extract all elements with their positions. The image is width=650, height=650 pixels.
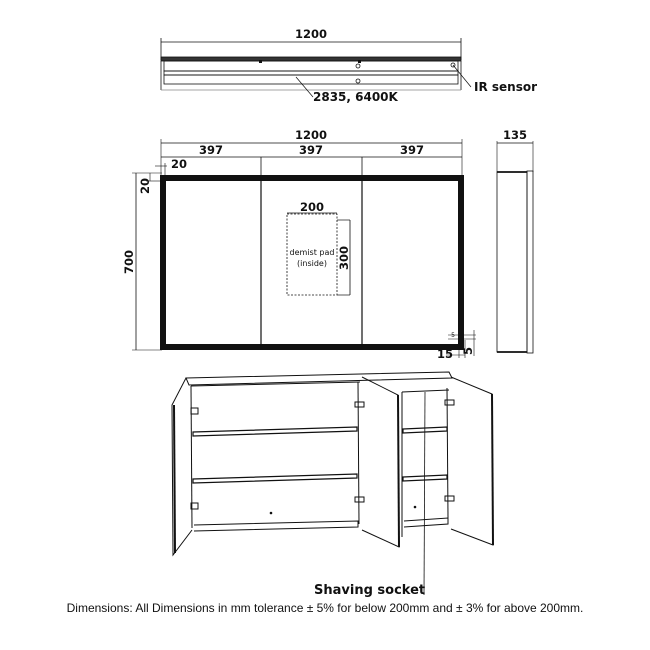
open-cabinet-view [172,372,493,595]
front-width-label: 1200 [294,128,328,142]
frame-top-label: 20 [138,177,152,195]
bottom-offset-label: 15 [437,347,454,361]
door-width-right: 397 [399,143,425,157]
door-width-center: 397 [298,143,324,157]
bottom-gap-label: 5 [461,346,475,356]
ir-sensor-label: IR sensor [474,80,538,94]
height-label: 700 [122,249,136,275]
top-view [161,38,471,97]
depth-label: 135 [502,128,528,142]
tolerance-note: Dimensions: All Dimensions in mm tolerance ± 5% for below 200mm and ± 3% for above 200mm. [66,601,584,615]
shaving-socket-label: Shaving socket [314,583,426,598]
demist-width-label: 200 [299,200,325,214]
led-spec-label: 2835, 6400K [313,90,398,104]
frame-side-label: 20 [171,157,188,171]
demist-label-line2: (inside) [297,259,327,268]
corner-gap-label: 5 [451,332,455,339]
demist-height-label: 300 [337,245,351,271]
door-width-left: 397 [198,143,224,157]
demist-label-line1: demist pad [289,248,335,257]
side-view [497,141,533,353]
top-width-label: 1200 [294,27,328,41]
